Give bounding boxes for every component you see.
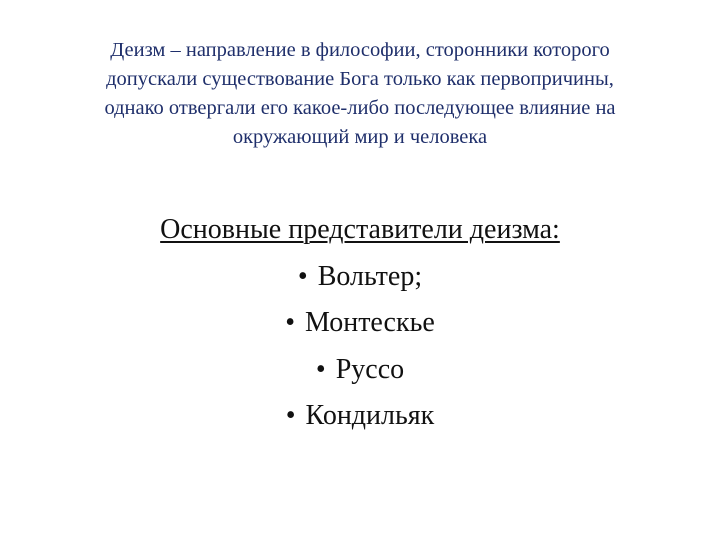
list-item-label: Кондильяк: [305, 400, 435, 431]
list-item-label: Монтескье: [305, 307, 435, 338]
representatives-section: [60, 207, 660, 440]
definition-line: Деизм – направление в философии, сторонники которого: [110, 39, 610, 61]
definition-line: окружающий мир и человека: [232, 126, 488, 148]
list-item-label: Руссо: [335, 353, 405, 385]
definition-line: однако отвергали его какое-либо последующее влияние на: [104, 97, 616, 119]
list-item: [60, 300, 660, 347]
list-item-label: Вольтер;: [317, 260, 423, 292]
bullet-icon: •: [315, 353, 326, 385]
bullet-icon: •: [297, 260, 308, 292]
definition-line: допускали существование Бога только как первопричины,: [106, 68, 614, 90]
list-item: [60, 393, 660, 440]
bullet-icon: •: [285, 400, 296, 431]
representatives-heading: Основные представители деизма:: [160, 214, 560, 245]
list-item: [60, 254, 660, 301]
list-item: [60, 347, 660, 394]
definition-text: [40, 36, 680, 152]
bullet-icon: •: [285, 307, 296, 338]
